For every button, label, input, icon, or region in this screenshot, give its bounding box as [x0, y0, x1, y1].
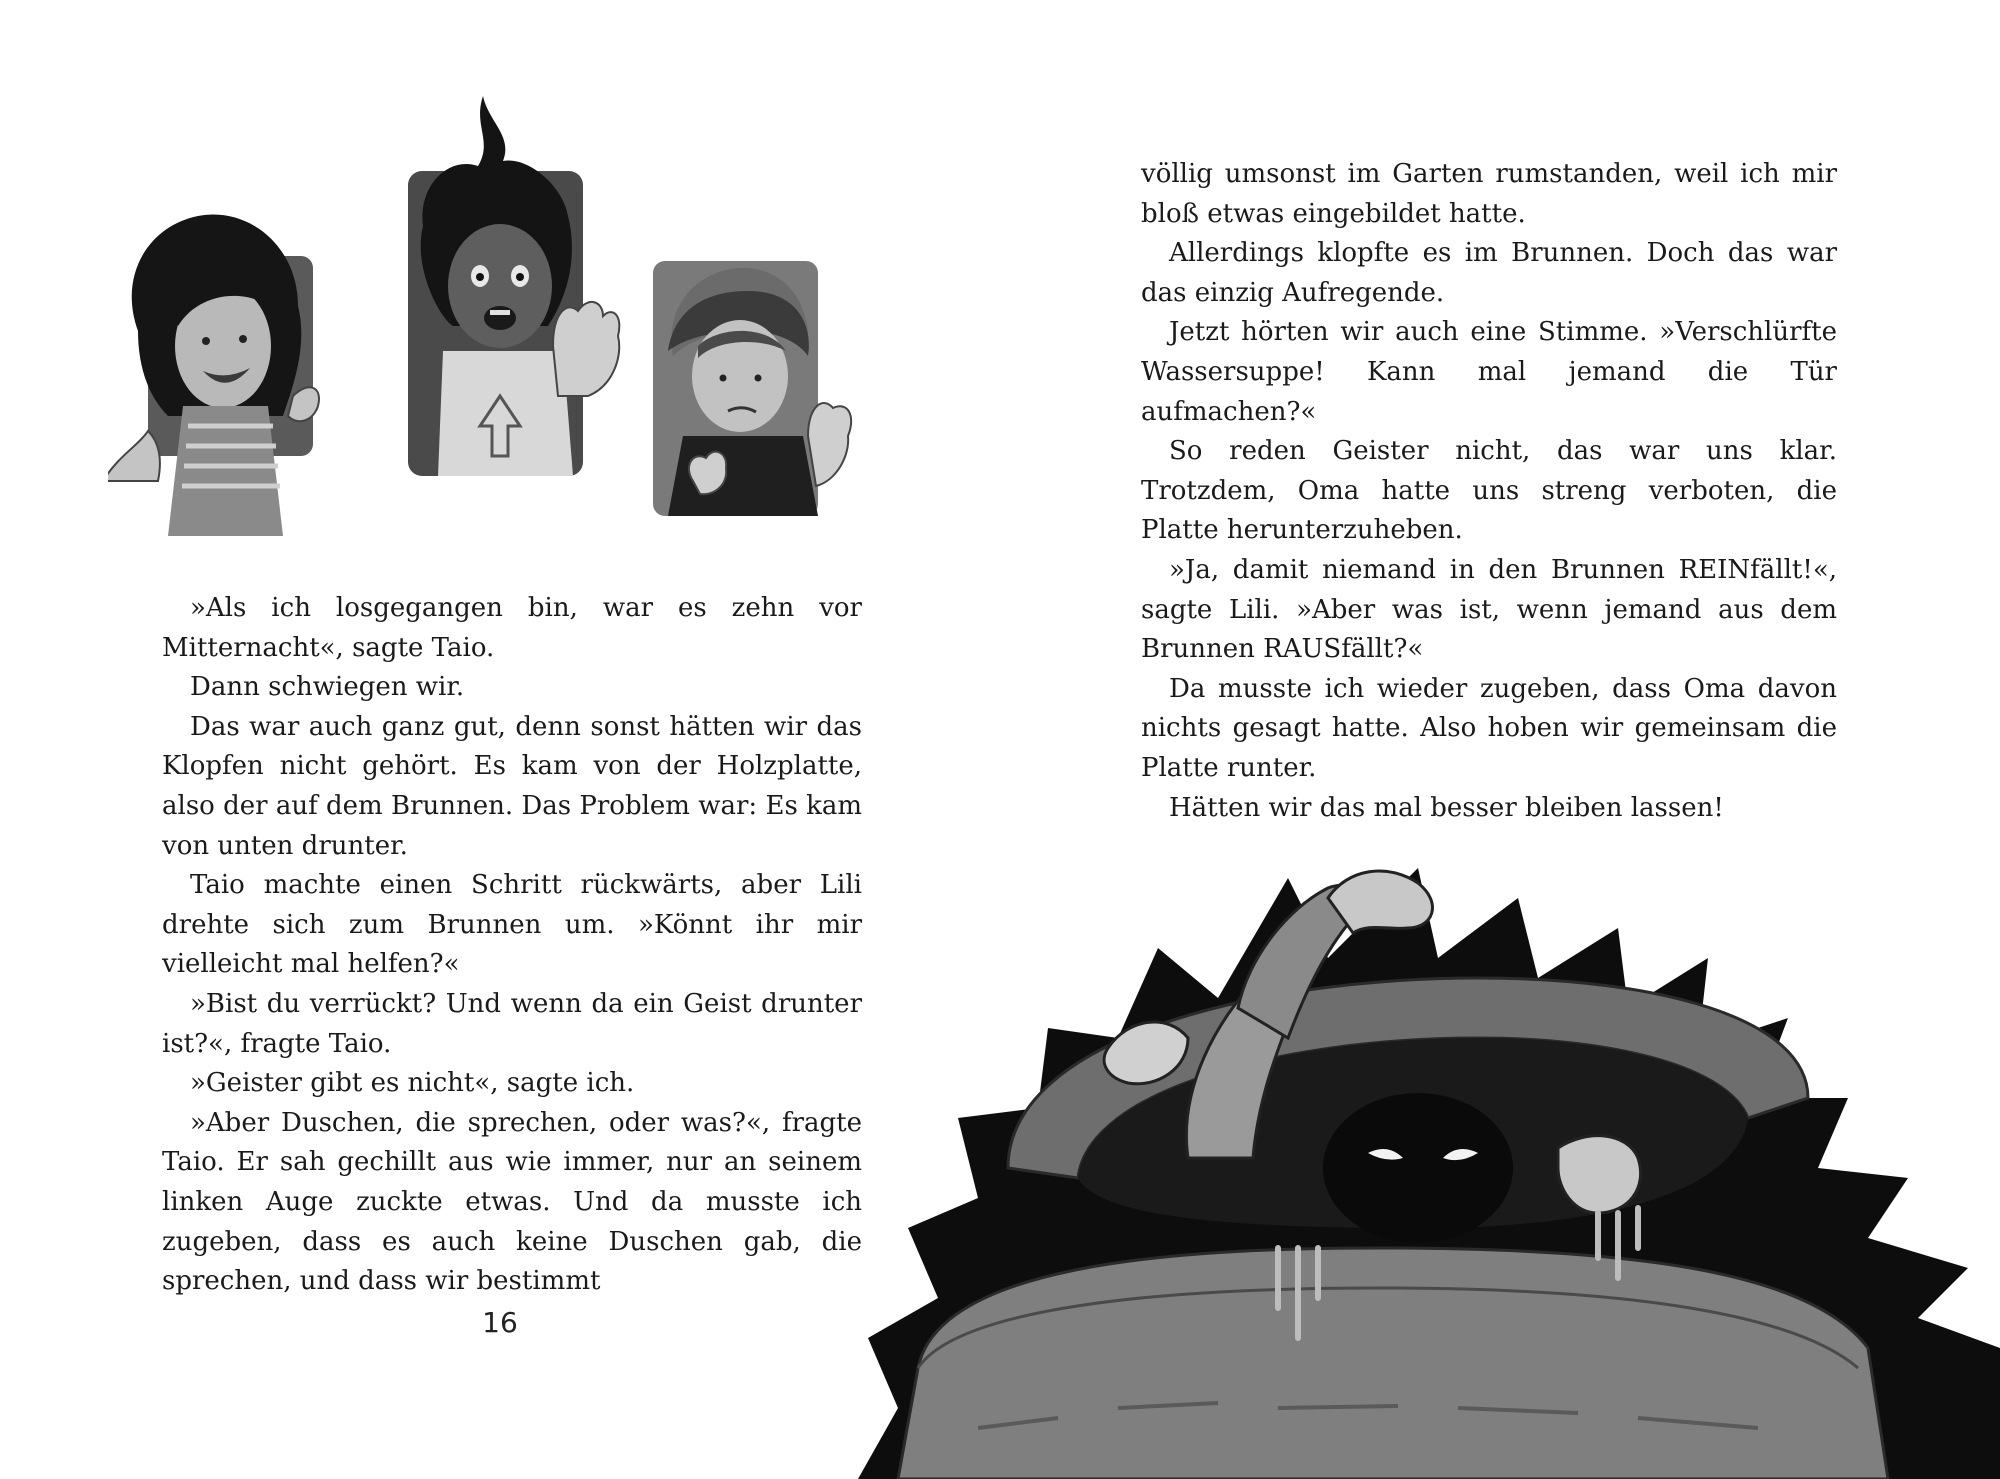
- paragraph: »Bist du verrückt? Und wenn da ein Geist drunter ist?«, fragte Taio.: [162, 988, 862, 1059]
- paragraph: völlig umsonst im Garten rumstanden, weil ich mir bloß etwas eingebildet hatte.: [1141, 159, 1837, 229]
- paragraph: »Als ich losgegangen bin, war es zehn vor Mitternacht«, sagte Taio.: [162, 593, 862, 663]
- paragraph: Taio machte einen Schritt rückwärts, aber Lili drehte sich zum Brunnen um. »Könnt ihr mir vielleicht mal helfen?«: [162, 870, 862, 980]
- paragraph: Jetzt hörten wir auch eine Stimme. »Verschlürfte Wassersuppe! Kann mal jemand die Tür aufmachen?«: [1141, 317, 1837, 427]
- paragraph: Da musste ich wieder zugeben, dass Oma davon nichts gesagt hatte. Also hoben wir gemeinsam die Platte runter.: [1141, 673, 1837, 783]
- paragraph: So reden Geister nicht, das war uns klar. Trotzdem, Oma hatte uns streng verboten, die Platte herunterzuheben.: [1141, 436, 1837, 546]
- page-number: 16: [482, 1306, 518, 1339]
- paragraph: »Geister gibt es nicht«, sagte ich.: [190, 1068, 635, 1099]
- right-page-text: [1141, 155, 1837, 828]
- paragraph: »Ja, damit niemand in den Brunnen REINfällt!«, sagte Lili. »Aber was ist, wenn jemand aus dem Brunnen RAUSfällt?«: [1141, 554, 1837, 665]
- left-page-text: [162, 589, 862, 1302]
- paragraph: Das war auch ganz gut, denn sonst hätten wir das Klopfen nicht gehört. Es kam von der Holzplatte, also der auf dem Brunnen. Das Problem war: Es kam von unten drunter.: [162, 711, 862, 861]
- paragraph: Hätten wir das mal besser bleiben lassen!: [1169, 792, 1724, 823]
- paragraph: »Aber Duschen, die sprechen, oder was?«, fragte Taio. Er sah gechillt aus wie immer, nur an seinem linken Auge zuckte etwas. Und da musste ich zugeben, dass es auch keine Duschen gab, die sprechen, und dass wir bestimmt: [162, 1107, 862, 1297]
- children-portraits-illustration: [108, 96, 878, 536]
- portrait-boy-hoodie: [653, 261, 851, 516]
- paragraph: Allerdings klopfte es im Brunnen. Doch das war das einzig Aufregende.: [1141, 238, 1837, 308]
- paragraph: Dann schwiegen wir.: [190, 672, 465, 703]
- portrait-boy-scared: [408, 96, 619, 476]
- well-creature-illustration: [858, 868, 2000, 1479]
- portrait-girl: [108, 214, 319, 536]
